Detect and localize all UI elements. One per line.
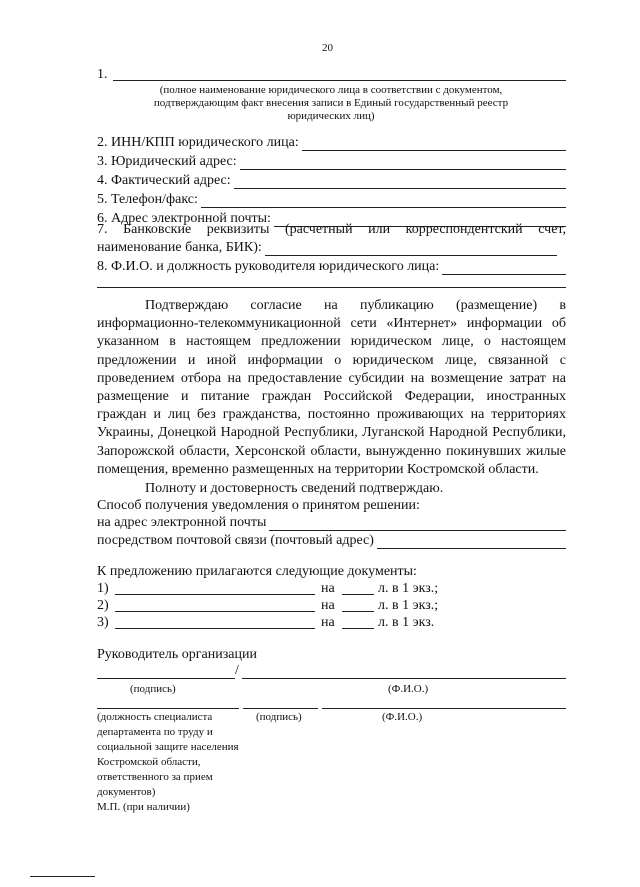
attachment-name-line	[115, 611, 315, 612]
accuracy-statement: Полноту и достоверность сведений подтверждаю.	[145, 481, 444, 496]
legal-address-line	[240, 156, 566, 170]
attachment-na: на	[321, 581, 335, 596]
attachment-name-line	[115, 594, 315, 595]
signature-slash: /	[235, 663, 239, 678]
page-number: 20	[322, 42, 333, 54]
bank-details-label: 7. Банковские реквизиты (расчетный или корреспондентский счет,	[97, 222, 566, 237]
item1-caption: (полное наименование юридического лица в соответствии с документом, подтверждающим факт внесения записи в Единый государственный реестр юридических лиц)	[153, 84, 509, 122]
email-label: 6. Адрес электронной почты:	[97, 211, 271, 226]
attachment-suffix: л. в 1 экз.	[378, 615, 435, 630]
phone-fax-label: 5. Телефон/факс:	[97, 192, 198, 207]
attachment-number: 1)	[97, 581, 109, 596]
inn-kpp-line	[302, 137, 566, 151]
attachment-number: 2)	[97, 598, 109, 613]
notification-email-line	[269, 517, 566, 531]
specialist-sign-caption: (подпись)	[256, 711, 302, 723]
attachment-suffix: л. в 1 экз.;	[378, 581, 439, 596]
head-sign-caption: (подпись)	[130, 683, 176, 695]
attachment-suffix: л. в 1 экз.;	[378, 598, 439, 613]
head-name-field[interactable]	[97, 258, 566, 275]
notification-post-field[interactable]	[97, 532, 566, 549]
attachment-number: 3)	[97, 615, 109, 630]
bank-details-label-2: наименование банка, БИК):	[97, 240, 262, 255]
legal-address-field[interactable]	[97, 153, 566, 170]
bank-details-field[interactable]	[97, 239, 557, 256]
head-name-label: 8. Ф.И.О. и должность руководителя юридического лица:	[97, 259, 440, 274]
actual-address-line	[234, 175, 566, 189]
specialist-name-line[interactable]	[322, 708, 566, 709]
signature-title: Руководитель организации	[97, 647, 257, 662]
head-name-signature-line[interactable]	[242, 678, 566, 679]
attachments-title: К предложению прилагаются следующие документы:	[97, 564, 417, 579]
actual-address-field[interactable]	[97, 172, 566, 189]
head-name-caption: (Ф.И.О.)	[388, 683, 429, 695]
head-name-line-2[interactable]	[97, 287, 566, 288]
notification-post-line	[377, 535, 566, 549]
item1-fill-line[interactable]	[113, 80, 566, 81]
legal-address-label: 3. Юридический адрес:	[97, 154, 237, 169]
attachment-pages-line	[342, 594, 374, 595]
attachment-pages-line	[342, 628, 374, 629]
attachment-na: на	[321, 615, 335, 630]
attachment-name-line	[115, 628, 315, 629]
inn-kpp-field[interactable]	[97, 134, 566, 151]
inn-kpp-label: 2. ИНН/КПП юридического лица:	[97, 135, 299, 150]
notification-email-field[interactable]	[97, 514, 566, 531]
attachment-na: на	[321, 598, 335, 613]
bank-details-line	[265, 242, 557, 256]
attachment-pages-line	[342, 611, 374, 612]
head-signature-line[interactable]	[97, 678, 235, 679]
footnote-separator	[30, 876, 95, 877]
specialist-position-caption: (должность специалиста департамента по труду и социальной защите населения Костромской области, ответственного за прием документов)	[97, 711, 239, 798]
item1-number: 1.	[97, 67, 108, 82]
consent-paragraph: Подтверждаю согласие на публикацию (размещение) в информационно-телекоммуникационной сети «Интернет» информации об указанном в настоящем предложении юридическом лице, о настоящем предложении и иной информации о юридическом лице, связанной с проведением отбора на предоставление субсидии на возмещение затрат на размещение и питание граждан Российской Федерации, иностранных граждан и лиц без гражданства, постоянно проживающих на территориях Украины, Донецкой Народной Республики, Луганской Народной Республики, Запорожской области, Херсонской области, вынужденно покинувших жилые помещения, временно размещенных на территории Костромской области.	[97, 298, 566, 477]
head-name-line	[442, 261, 566, 275]
specialist-position-line[interactable]	[97, 708, 239, 709]
actual-address-label: 4. Фактический адрес:	[97, 173, 231, 188]
specialist-name-caption: (Ф.И.О.)	[382, 711, 423, 723]
notification-title: Способ получения уведомления о принятом решении:	[97, 498, 420, 513]
notification-email-label: на адрес электронной почты	[97, 515, 267, 530]
stamp-note: М.П. (при наличии)	[97, 801, 190, 813]
specialist-signature-line[interactable]	[243, 708, 318, 709]
phone-fax-line	[201, 194, 566, 208]
phone-fax-field[interactable]	[97, 191, 566, 208]
notification-post-label: посредством почтовой связи (почтовый адрес)	[97, 533, 374, 548]
